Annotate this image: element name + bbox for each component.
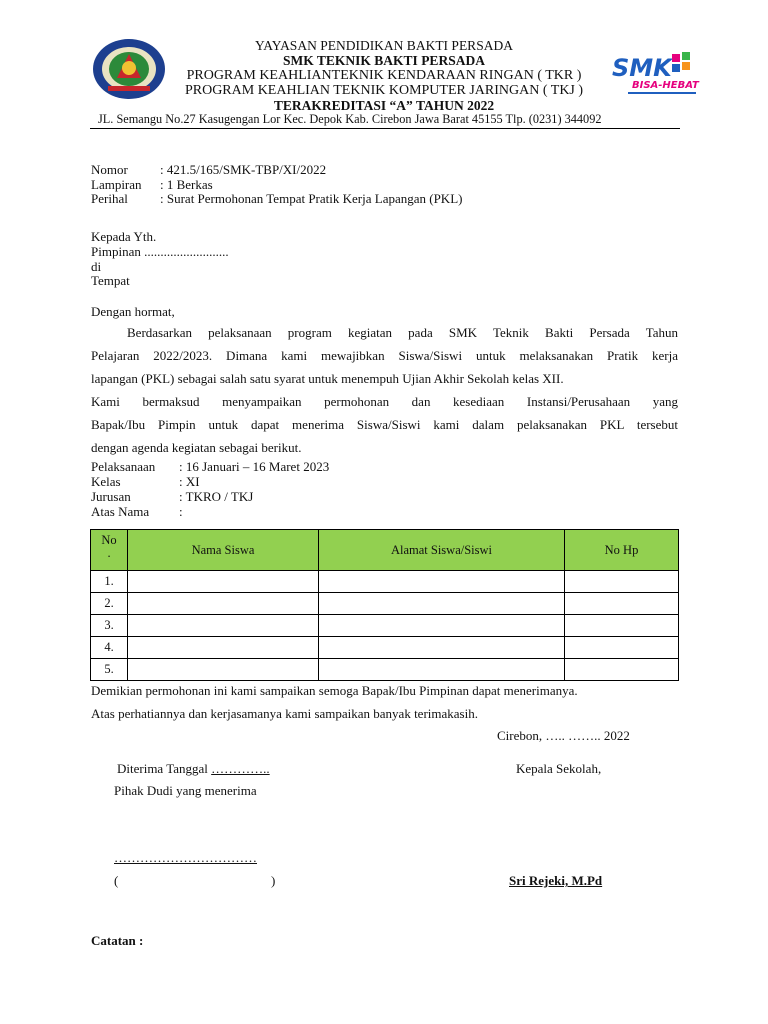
header-divider [90,128,680,129]
cell-hp[interactable] [565,593,679,615]
paragraph-1-line-2: Pelajaran 2022/2023. Dimana kami mewajibkan Siswa/Siswi untuk melaksanakan Pratik kerja [91,348,678,363]
cell-nama[interactable] [128,659,319,681]
row-number: 3. [91,615,128,637]
recipient-line-1: Kepada Yth. [91,229,157,244]
table-row [91,593,679,615]
meta-nomor-label: Nomor [91,162,128,177]
greeting: Dengan hormat, [91,304,175,319]
closing-line-2: Atas perhatiannya dan kerjasamanya kami sampaikan banyak terimakasih. [91,706,478,721]
place-date: Cirebon, ….. …….. 2022 [497,728,630,743]
logo-tagline-text: BISA-HEBAT [632,80,699,91]
school-name: SMK TEKNIK BAKTI PERSADA [283,53,485,68]
detail-atasnama-label: Atas Nama [91,504,150,519]
detail-kelas-label: Kelas [91,474,121,489]
program-tkj: PROGRAM KEAHLIAN TEKNIK KOMPUTER JARINGAN ( TKJ ) [184,83,584,98]
detail-jurusan-value: : TKRO / TKJ [179,489,254,504]
table-header-row [91,530,679,571]
headmaster-title: Kepala Sekolah, [516,761,602,776]
header-no-line-1: No [101,533,117,547]
headmaster-name: Sri Rejeki, M.Pd [509,873,603,888]
header-no [91,530,128,571]
notes-label: Catatan : [91,933,144,948]
program-tkr: PROGRAM KEAHLIANTEKNIK KENDARAAN RINGAN ( TKR ) [186,68,582,83]
meta-perihal-value: : Surat Permohonan Tempat Pratik Kerja Lapangan (PKL) [160,191,463,206]
paragraph-2-line-2: Bapak/Ibu Pimpin untuk dapat menerima Siswa/Siswi kami dalam pelaksanakan PKL tersebut [91,417,678,432]
cell-alamat[interactable] [319,637,565,659]
header-nama-siswa: Nama Siswa [128,530,319,571]
cell-hp[interactable] [565,637,679,659]
closing-line-1: Demikian permohonan ini kami sampaikan semoga Bapak/Ibu Pimpinan dapat menerimanya. [91,683,578,698]
row-number: 4. [91,637,128,659]
table-row [91,659,679,681]
meta-lampiran-label: Lampiran [91,177,142,192]
recipient-line-2: Pimpinan .......................... [91,244,229,259]
recipient-line-4: Tempat [91,273,130,288]
received-date-row [117,761,270,776]
detail-pelaksanaan-value: : 16 Januari – 16 Maret 2023 [179,459,330,474]
recipient-line-3: di [91,259,102,274]
cell-alamat[interactable] [319,593,565,615]
foundation-name: YAYASAN PENDIDIKAN BAKTI PERSADA [255,38,513,53]
meta-lampiran-value: : 1 Berkas [160,177,213,192]
meta-nomor-value: : 421.5/165/SMK-TBP/XI/2022 [160,162,327,177]
paragraph-2-line-1: Kami bermaksud menyampaikan permohonan dan kesediaan Instansi/Perusahaan yang [91,394,678,409]
paragraph-1 [91,321,678,459]
received-date-blank[interactable]: ………….. [211,761,270,776]
student-table [90,529,679,681]
dudi-paren-close: ) [271,873,276,888]
dudi-label: Pihak Dudi yang menerima [114,783,257,798]
accreditation: TERAKREDITASI “A” TAHUN 2022 [273,98,495,113]
header-no-line-2: . [107,546,111,560]
cell-alamat[interactable] [319,615,565,637]
dudi-paren-open: ( [114,873,119,888]
cell-nama[interactable] [128,615,319,637]
cell-nama[interactable] [128,571,319,593]
paragraph-2-line-3: dengan agenda kegiatan sebagai berikut. [91,440,302,455]
row-number: 5. [91,659,128,681]
detail-pelaksanaan-label: Pelaksanaan [91,459,156,474]
cell-hp[interactable] [565,615,679,637]
cell-alamat[interactable] [319,659,565,681]
received-date-label: Diterima Tanggal [117,761,212,776]
row-number: 2. [91,593,128,615]
header-no-hp: No Hp [565,530,679,571]
table-row [91,571,679,593]
row-number: 1. [91,571,128,593]
cell-nama[interactable] [128,637,319,659]
cell-hp[interactable] [565,659,679,681]
detail-jurusan-label: Jurusan [91,489,131,504]
detail-kelas-value: : XI [179,474,200,489]
cell-alamat[interactable] [319,571,565,593]
paragraph-1-line-3: lapangan (PKL) sebagai salah satu syarat untuk menempuh Ujian Akhir Sekolah kelas XII. [91,371,564,386]
detail-atasnama-value: : [179,504,183,519]
school-address: JL. Semangu No.27 Kasugengan Lor Kec. Depok Kab. Cirebon Jawa Barat 45155 Tlp. (0231) 344092 [98,112,602,126]
paragraph-1-line-1: Berdasarkan pelaksanaan program kegiatan pada SMK Teknik Bakti Persada Tahun [127,325,678,340]
logo-smk-text: SMK [612,54,672,82]
dudi-signature-line[interactable]: …………………………… [114,850,257,865]
meta-perihal-label: Perihal [91,191,128,206]
table-row [91,615,679,637]
header-alamat: Alamat Siswa/Siswi [319,530,565,571]
cell-nama[interactable] [128,593,319,615]
table-row [91,637,679,659]
cell-hp[interactable] [565,571,679,593]
